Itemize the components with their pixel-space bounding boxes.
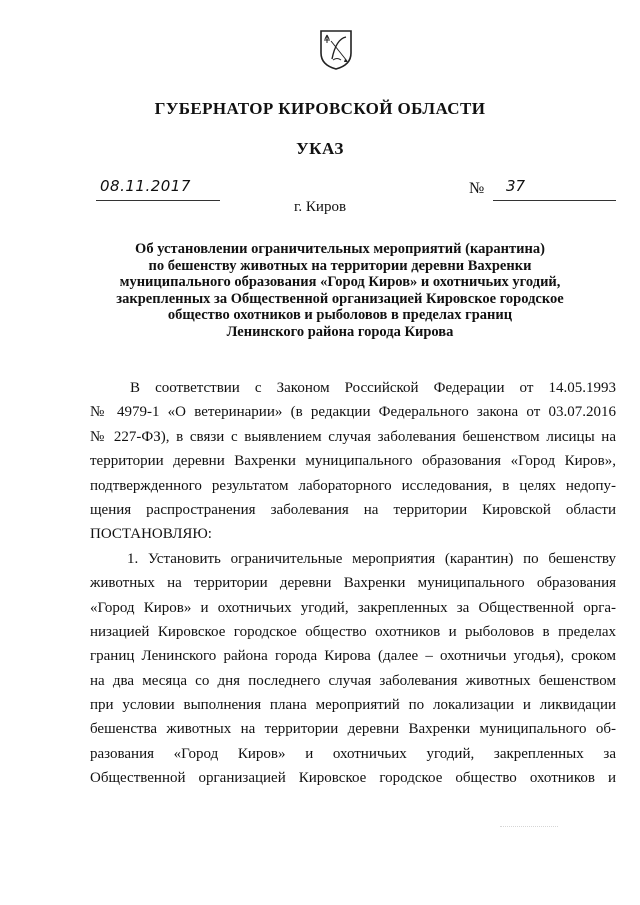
number-field: [493, 178, 616, 201]
body-line: границ Ленинского района города Кирова (далее – охотничьи угодья), сроком: [90, 648, 616, 665]
body-line: подтвержденного результатом лабораторного исследования, в целях недопу-: [90, 477, 616, 494]
body-line: № 227-ФЗ), в связи с выявлением случая заболевания бешенством лисицы на: [90, 428, 616, 445]
body-line: № 4979-1 «О ветеринарии» (в редакции Федерального закона от 03.07.2016: [90, 404, 616, 421]
title-line: муниципального образования «Город Киров» и охотничьих угодий,: [119, 274, 561, 291]
kirov-coat-of-arms-icon: [319, 29, 353, 71]
body-line: при условии выполнения плана мероприятий по локализации и ликвидации: [90, 697, 616, 714]
body-line: В соответствии с Законом Российской Федерации от 14.05.1993: [130, 380, 616, 396]
title-line: Об установлении ограничительных мероприятий (карантина): [135, 241, 545, 257]
faint-scan-mark: [500, 826, 558, 835]
body-line: щения распространения заболевания на территории Кировской области: [90, 501, 616, 518]
title-line: закрепленных за Общественной организацией Кировское городское: [116, 290, 564, 307]
date-field: [96, 178, 220, 201]
document-date: 08.11.2017: [100, 177, 191, 195]
body-line: животных на территории деревни Вахренки муниципального образования: [90, 575, 616, 592]
document-type: УКАЗ: [296, 139, 344, 158]
body-line: «Город Киров» и охотничьих угодий, закрепленных за Общественной орга-: [90, 599, 616, 616]
body-line: разования «Город Киров» и охотничьих угодий, закрепленных за: [90, 745, 616, 762]
title-line: общество охотников и рыболовов в пределах границ: [167, 307, 513, 324]
document-number: 37: [506, 177, 526, 195]
title-line: Ленинского района города Кирова: [226, 323, 454, 340]
organization-title: ГУБЕРНАТОР КИРОВСКОЙ ОБЛАСТИ: [154, 99, 486, 118]
document-title: [90, 241, 590, 341]
body-line: 1. Установить ограничительные мероприятия (карантин) по бешенству: [127, 550, 616, 567]
number-label: №: [469, 180, 485, 197]
resolution-word: ПОСТАНОВЛЯЮ:: [90, 526, 212, 543]
document-city: г. Киров: [293, 199, 347, 215]
body-line: на два месяца со дня последнего случая заболевания животных бешенством: [90, 672, 616, 689]
title-line: по бешенству животных на территории деревни Вахренки: [148, 257, 532, 274]
body-line: низацией Кировское городское общество охотников и рыболовов в пределах: [90, 623, 616, 640]
document-body: [90, 376, 616, 791]
body-line: территории деревни Вахренки муниципального образования «Город Киров»,: [90, 453, 616, 470]
body-line: Общественной организацией Кировское городское общество охотников и: [90, 770, 616, 787]
body-line: бешенства животных на территории деревни Вахренки муниципального об-: [90, 721, 616, 738]
